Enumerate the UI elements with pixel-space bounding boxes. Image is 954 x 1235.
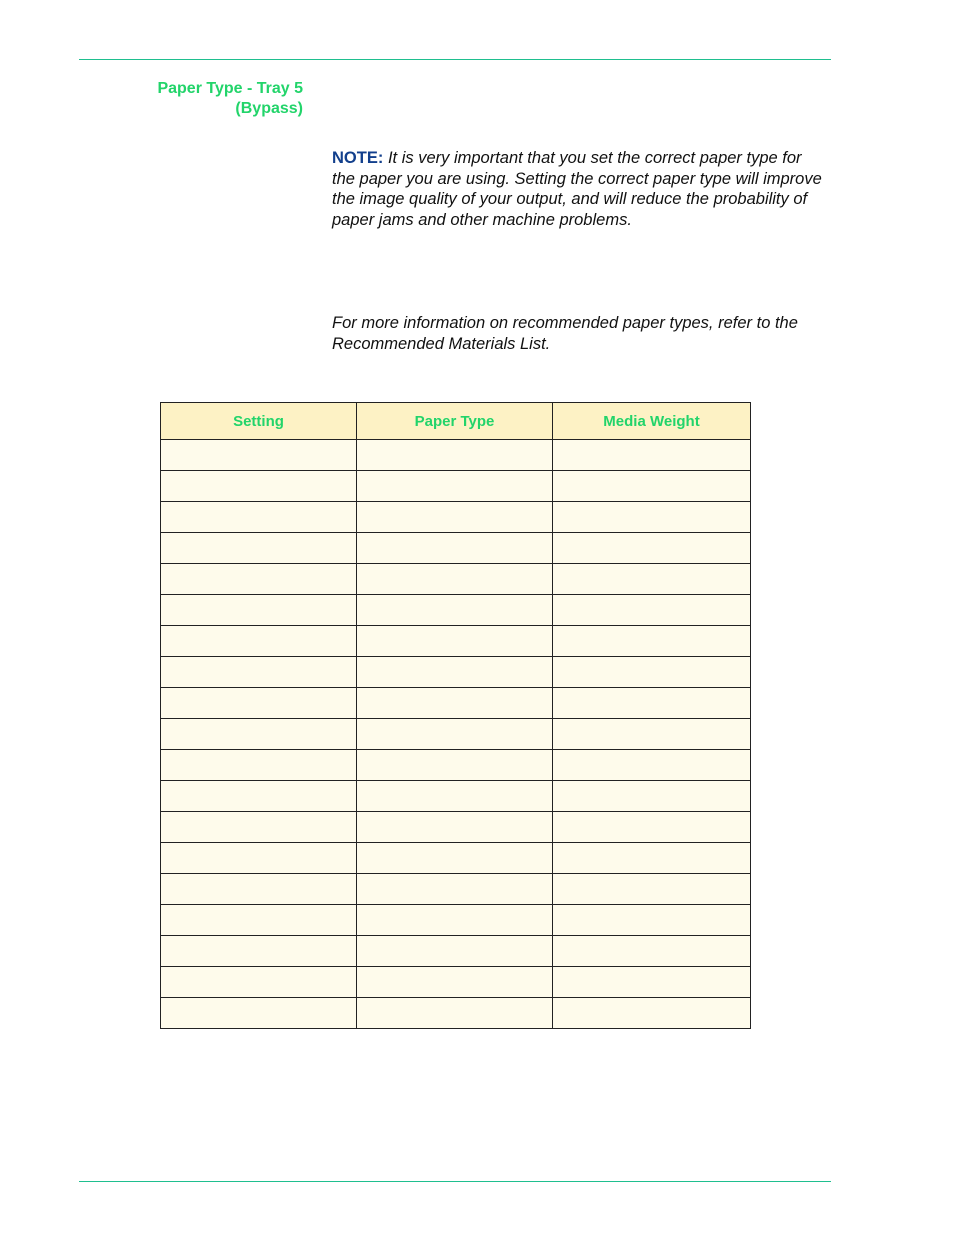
table-cell: [553, 874, 751, 905]
table-row: [161, 657, 751, 688]
table-row: [161, 750, 751, 781]
table-cell: [357, 471, 553, 502]
table-cell: [357, 998, 553, 1029]
table-cell: [553, 595, 751, 626]
table-cell: [553, 564, 751, 595]
note-label: NOTE:: [332, 149, 384, 167]
table-cell: [161, 936, 357, 967]
table-cell: [357, 750, 553, 781]
table-cell: [161, 874, 357, 905]
top-rule: [79, 59, 831, 60]
table-row: [161, 502, 751, 533]
section-heading-line-1: Paper Type - Tray 5: [157, 80, 303, 97]
table-cell: [553, 750, 751, 781]
section-heading-line-2: (Bypass): [235, 100, 303, 117]
table-row: [161, 440, 751, 471]
table-cell: [553, 502, 751, 533]
table-row: [161, 626, 751, 657]
more-info-paragraph: For more information on recommended paper types, refer to the Recommended Materials List.: [332, 314, 798, 353]
table-cell: [161, 533, 357, 564]
table-cell: [357, 905, 553, 936]
table-cell: [161, 440, 357, 471]
table-cell: [357, 626, 553, 657]
table-cell: [357, 936, 553, 967]
table-row: [161, 843, 751, 874]
column-header-paper-type: Paper Type: [357, 403, 553, 440]
table-cell: [357, 843, 553, 874]
column-header-setting: Setting: [161, 403, 357, 440]
table-cell: [357, 533, 553, 564]
table-cell: [161, 502, 357, 533]
column-header-media-weight: Media Weight: [553, 403, 751, 440]
table-cell: [357, 967, 553, 998]
table-cell: [553, 719, 751, 750]
table-cell: [357, 688, 553, 719]
bottom-rule: [79, 1181, 831, 1182]
table-cell: [357, 874, 553, 905]
table-cell: [357, 595, 553, 626]
table-cell: [161, 905, 357, 936]
table-cell: [357, 564, 553, 595]
table-cell: [161, 719, 357, 750]
table-cell: [357, 502, 553, 533]
table-cell: [161, 595, 357, 626]
table-row: [161, 998, 751, 1029]
table-row: [161, 967, 751, 998]
table-cell: [161, 967, 357, 998]
table-cell: [553, 812, 751, 843]
table-cell: [357, 657, 553, 688]
table-row: [161, 564, 751, 595]
table-row: [161, 936, 751, 967]
table-cell: [553, 905, 751, 936]
table-cell: [553, 440, 751, 471]
table-cell: [161, 626, 357, 657]
table-cell: [161, 998, 357, 1029]
table-row: [161, 905, 751, 936]
table-cell: [161, 750, 357, 781]
table-cell: [553, 936, 751, 967]
table-cell: [357, 781, 553, 812]
table-row: [161, 812, 751, 843]
table-cell: [161, 781, 357, 812]
table-cell: [161, 843, 357, 874]
section-heading: [120, 79, 303, 119]
table-cell: [161, 812, 357, 843]
table-cell: [553, 533, 751, 564]
note-paragraph: [332, 148, 827, 230]
table-cell: [553, 781, 751, 812]
table-row: [161, 533, 751, 564]
paper-type-table: [160, 402, 751, 1029]
table-cell: [357, 812, 553, 843]
table-cell: [553, 471, 751, 502]
table-cell: [357, 719, 553, 750]
table-row: [161, 874, 751, 905]
table-cell: [161, 688, 357, 719]
table-row: [161, 688, 751, 719]
table-cell: [553, 626, 751, 657]
table-cell: [553, 843, 751, 874]
table-row: [161, 781, 751, 812]
table-cell: [161, 657, 357, 688]
table-row: [161, 471, 751, 502]
table-cell: [161, 471, 357, 502]
table-cell: [553, 657, 751, 688]
table-header-row: [161, 403, 751, 440]
note-text: It is very important that you set the correct paper type for the paper you are using. Setting the correct paper type will improve the image quality of your output, and will reduce the probability of paper jams and other machine problems.: [332, 149, 822, 229]
table-cell: [357, 440, 553, 471]
table-cell: [161, 564, 357, 595]
table-cell: [553, 688, 751, 719]
table-row: [161, 595, 751, 626]
table-cell: [553, 998, 751, 1029]
table-cell: [553, 967, 751, 998]
table-row: [161, 719, 751, 750]
